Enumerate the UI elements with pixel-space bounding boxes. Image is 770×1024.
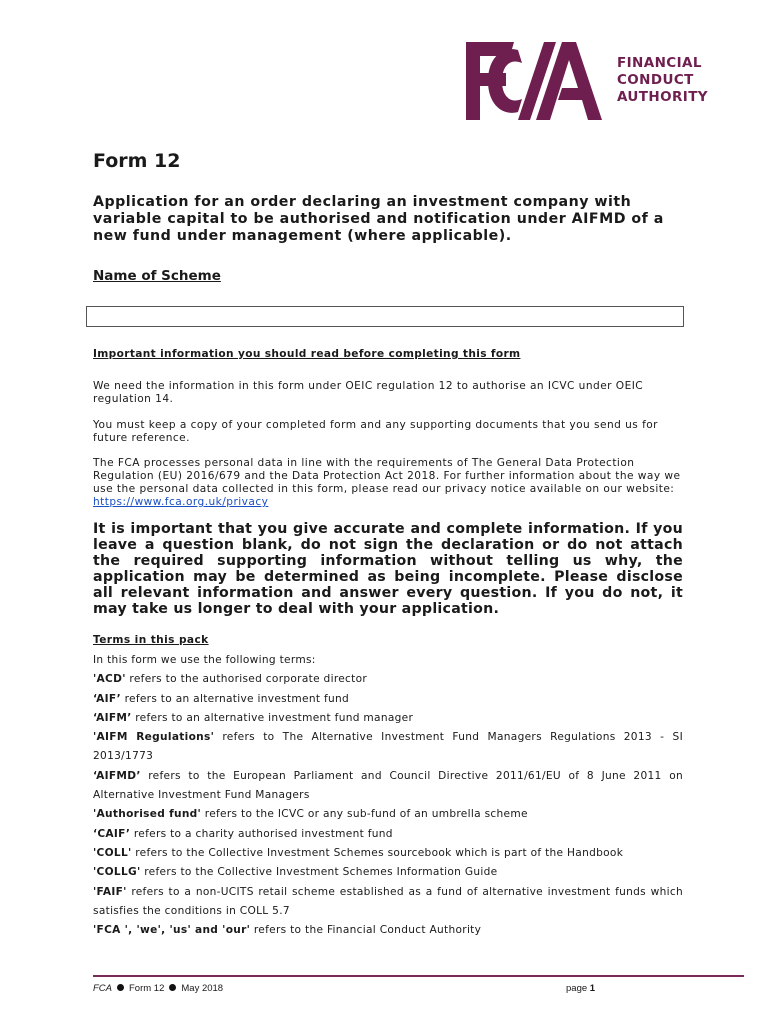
term-name: ‘AIFMD’ — [93, 769, 141, 782]
footer-info — [93, 983, 223, 994]
page-number: 1 — [589, 983, 596, 994]
footer-form: Form 12 — [129, 983, 165, 994]
term-name: 'FCA ', 'we', 'us' and 'our' — [93, 924, 251, 937]
term-item — [93, 767, 683, 806]
term-item — [93, 805, 683, 824]
logo-wordmark — [617, 55, 708, 106]
term-desc: refers to an alternative investment fund manager — [131, 711, 414, 724]
term-name: ‘AIF’ — [93, 692, 121, 705]
footer-page — [566, 983, 595, 994]
privacy-link[interactable]: https://www.fca.org.uk/privacy — [93, 496, 269, 508]
term-name: 'AIFM Regulations' — [93, 731, 215, 744]
term-desc: refers to The Alternative Investment Fund Managers Regulations 2013 - SI 2013/1773 — [93, 731, 683, 763]
term-item — [93, 844, 683, 863]
paragraph-privacy — [93, 457, 683, 509]
paragraph-oeic: We need the information in this form under OEIC regulation 12 to authorise an ICVC under OEIC regulation 14. — [93, 380, 644, 405]
term-name: 'Authorised fund' — [93, 808, 202, 821]
term-item — [93, 709, 683, 728]
term-name: 'COLL' — [93, 846, 132, 859]
term-item — [93, 690, 683, 709]
term-desc: refers to a charity authorised investment fund — [130, 827, 393, 840]
term-desc: refers to the Collective Investment Schemes sourcebook which is part of the Handbook — [131, 846, 624, 859]
terms-intro: In this form we use the following terms: — [93, 654, 316, 666]
privacy-text: The FCA processes personal data in line with the requirements of The General Data Protection Regulation (EU) 2016/679 and the Data Protection Act 2018. For further information about the way we use the personal data collected in this form, please read our privacy notice available on our website: — [93, 457, 681, 495]
term-desc: refers to the authorised corporate director — [125, 673, 368, 686]
term-name: ‘CAIF’ — [93, 827, 131, 840]
term-item — [93, 670, 683, 689]
term-desc: refers to the European Parliament and Council Directive 2011/61/EU of 8 June 2011 on Alternative Investment Fund Managers — [93, 769, 683, 802]
scheme-name-label: Name of Scheme — [93, 268, 221, 284]
terms-list — [93, 651, 683, 940]
term-desc: refers to an alternative investment fund — [120, 692, 350, 705]
footer-divider — [93, 975, 744, 977]
term-desc: refers to the ICVC or any sub-fund of an umbrella scheme — [201, 808, 528, 821]
term-item — [93, 728, 683, 767]
application-title: Application for an order declaring an investment company with variable capital to be authorised and notification under AIFMD of a new fund under management (where applicable). — [93, 194, 664, 244]
logo-line-1: FINANCIAL — [617, 55, 702, 71]
term-name: 'COLLG' — [93, 866, 141, 879]
paragraph-keep-copy: You must keep a copy of your completed form and any supporting documents that you send us for future reference. — [93, 419, 658, 444]
term-name: 'FAIF' — [93, 885, 127, 898]
term-item — [93, 825, 683, 844]
logo-line-3: AUTHORITY — [617, 89, 708, 105]
footer-date: May 2018 — [181, 983, 224, 994]
term-item — [93, 883, 683, 922]
term-name: 'ACD' — [93, 673, 126, 686]
terms-heading: Terms in this pack — [93, 634, 209, 646]
term-desc: refers to a non-UCITS retail scheme established as a fund of alternative investment funds which satisfies the conditions in COLL 5.7 — [93, 885, 683, 917]
page-label: page — [566, 983, 588, 994]
warning-paragraph: It is important that you give accurate and complete information. If you leave a question blank, do not sign the declaration or do not attach the required supporting information without telling us why, the application may be determined as being incomplete. Please disclose all relevant information and answer every question. If you do not, it may take us longer to deal with your application. — [93, 521, 683, 617]
form-title: Form 12 — [93, 150, 181, 172]
term-item — [93, 863, 683, 882]
scheme-name-input[interactable] — [86, 306, 684, 327]
footer-org: FCA — [93, 983, 112, 994]
term-item — [93, 921, 683, 940]
bullet-icon — [169, 984, 176, 991]
term-desc: refers to the Financial Conduct Authority — [250, 924, 482, 937]
term-name: ‘AIFM’ — [93, 711, 132, 724]
logo-line-2: CONDUCT — [617, 72, 694, 88]
term-desc: refers to the Collective Investment Schemes Information Guide — [140, 866, 498, 879]
important-info-heading: Important information you should read before completing this form — [93, 348, 521, 360]
bullet-icon — [117, 984, 124, 991]
